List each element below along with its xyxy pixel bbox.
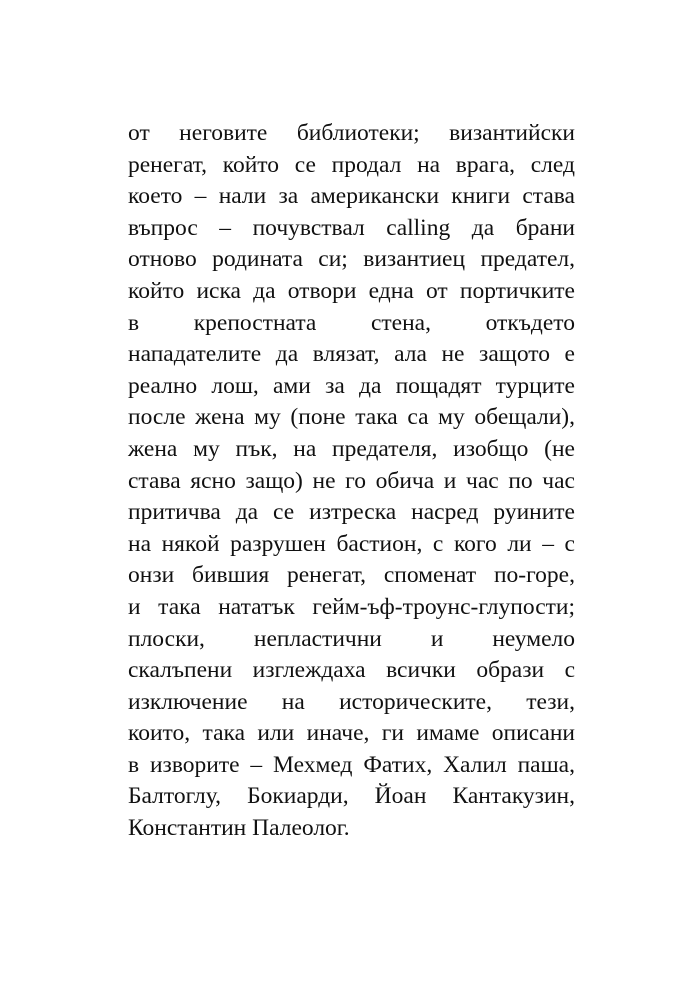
text-line: от неговите библиотеки; византийски [128, 120, 575, 146]
text-line: въпрос – почувствал calling да брани [128, 214, 575, 241]
text-line: в изворите – Мехмед Фатих, Халил паша, [128, 751, 575, 778]
text-line: и така нататък гейм-ъф-троунс-глупости; [128, 593, 575, 620]
text-line: жена му пък, на предателя, изобщо (не [128, 435, 575, 462]
text-line: Константин Палеолог. [128, 815, 350, 842]
text-line: на някой разрушен бастион, с кого ли – с [128, 530, 575, 557]
text-line: онзи бившия ренегат, споменат по-горе, [128, 562, 575, 589]
text-line: който иска да отвори една от портичките [128, 277, 575, 304]
text-line: реално лош, ами за да пощадят турците [128, 372, 575, 399]
text-line: скалъпени изглеждаха всички образи с [128, 657, 575, 684]
text-line: нападателите да влязат, ала не защото е [128, 341, 575, 368]
text-line: Балтоглу, Бокиарди, Йоан Кантакузин, [128, 783, 575, 810]
body-text [128, 118, 575, 845]
text-line: което – нали за американски книги става [128, 183, 575, 210]
text-line: ренегат, който се продал на врага, след [128, 151, 575, 178]
text-line: после жена му (поне така са му обещали), [128, 404, 575, 431]
text-line: плоски, непластични и неумело [128, 625, 575, 652]
text-line: става ясно защо) не го обича и час по час [128, 467, 575, 494]
text-line: които, така или иначе, ги имаме описани [128, 720, 575, 747]
text-line: отново родината си; византиец предател, [128, 246, 575, 273]
text-line: изключение на историческите, тези, [128, 688, 575, 715]
text-line: притичва да се изтреска насред руините [128, 499, 575, 526]
text-line: в крепостната стена, откъдето [128, 309, 575, 336]
